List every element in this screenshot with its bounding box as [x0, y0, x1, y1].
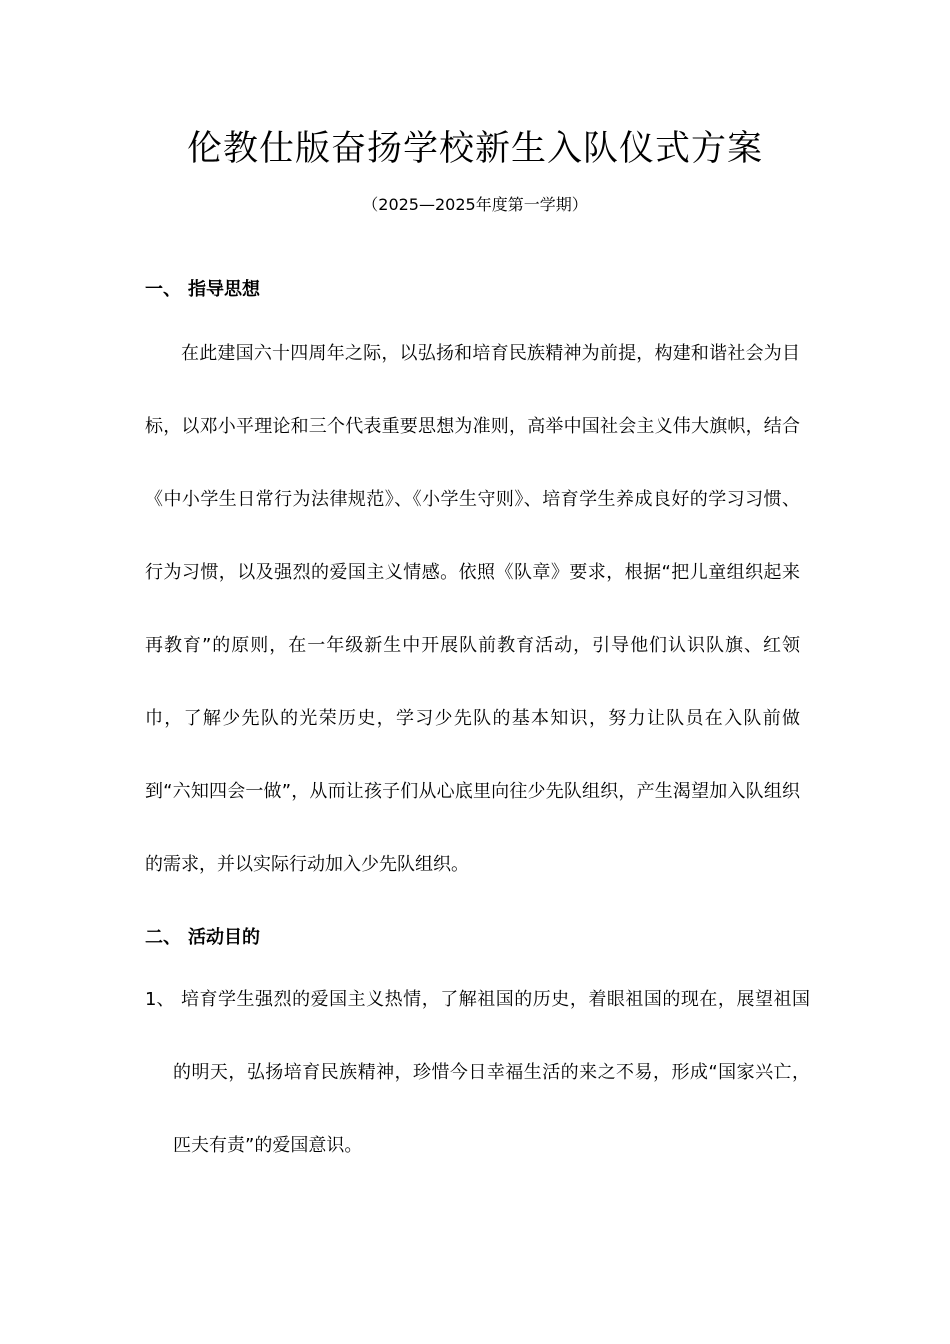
section-heading-activity-purpose	[145, 924, 260, 952]
list-item	[145, 963, 810, 1182]
section-number: 二、	[145, 927, 181, 948]
list-item-number: 1、	[145, 989, 175, 1010]
document-subtitle: （2025—2025年度第一学期）	[362, 195, 588, 214]
section-number: 一、	[145, 279, 181, 300]
document-title: 伦教仕版奋扬学校新生入队仪式方案	[186, 129, 763, 169]
section-title: 指导思想	[188, 279, 260, 300]
section-heading-guiding-thought	[145, 276, 260, 304]
section-title: 活动目的	[188, 927, 260, 948]
section-paragraph: 在此建国六十四周年之际，以弘扬和培育民族精神为前提，构建和谐社会为目标，以邓小平理论和三个代表重要思想为准则，高举中国社会主义伟大旗帜，结合《中小学生日常行为法律规范》、《小学生守则》、培育学生养成良好的学习习惯、行为习惯，以及强烈的爱国主义情感。依照《队章》要求，根据“把儿童组织起来再教育”的原则，在一年级新生中开展队前教育活动，引导他们认识队旗、红领巾，了解少先队的光荣历史，学习少先队的基本知识，努力让队员在入队前做到“六知四会一做”，从而让孩子们从心底里向往少先队组织，产生渴望加入队组织的需求，并以实际行动加入少先队组织。	[145, 343, 800, 875]
list-item-text: 培育学生强烈的爱国主义热情，了解祖国的历史，着眼祖国的现在，展望祖国的明天，弘扬培育民族精神，珍惜今日幸福生活的来之不易，形成“国家兴亡，匹夫有责”的爱国意识。	[173, 989, 810, 1156]
